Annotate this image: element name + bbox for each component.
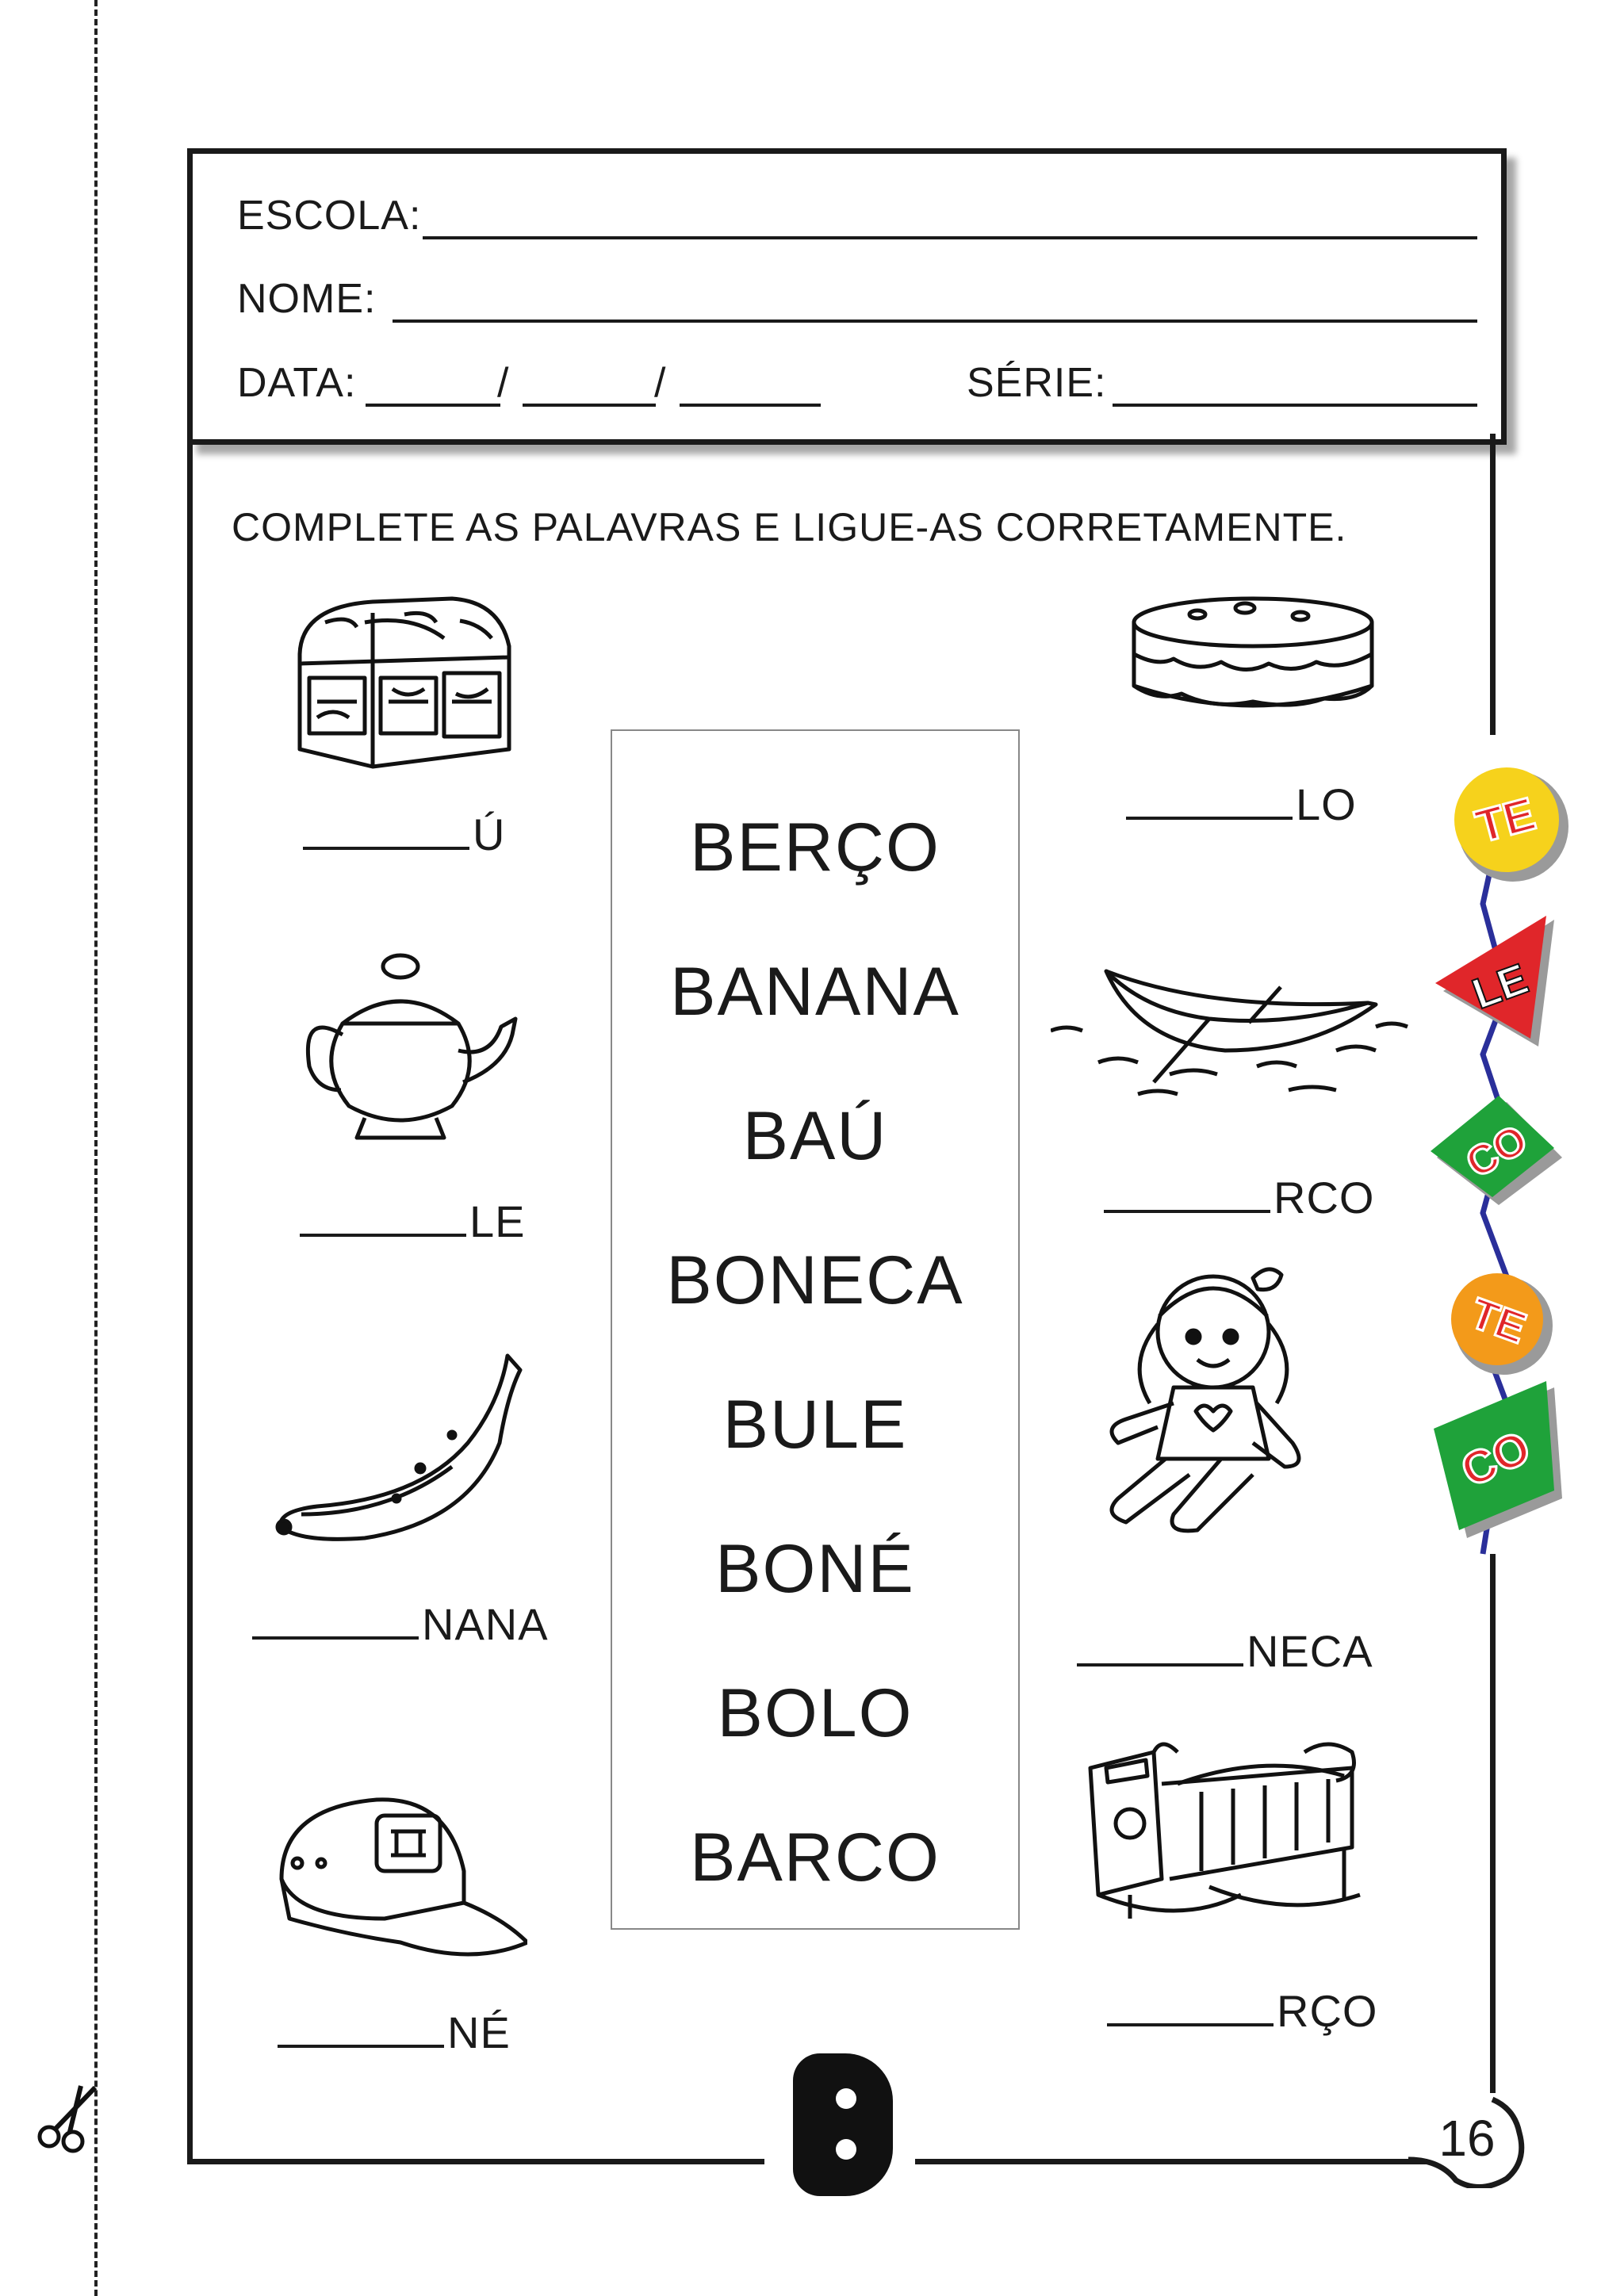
syllable-tag-label: CO [1458, 1115, 1535, 1188]
date-separator-2: / [654, 360, 666, 406]
answer-suffix: NECA [1247, 1626, 1373, 1676]
answer-blank[interactable] [1104, 1169, 1270, 1213]
answer-suffix: Ú [473, 809, 506, 859]
syllable-tag-label: CO [1454, 1421, 1538, 1498]
data-label: DATA: [237, 360, 357, 406]
word-bank-item[interactable]: BULE [722, 1387, 908, 1463]
syllable-tag [1434, 1381, 1562, 1538]
answer-line-cap[interactable] [278, 2003, 511, 2058]
nome-label: NOME: [237, 276, 377, 322]
serie-field[interactable] [1113, 404, 1477, 407]
frame-left-border [187, 434, 193, 2164]
teapot-picture[interactable] [293, 947, 531, 1146]
syllable-tag-label: TE [1464, 1289, 1533, 1353]
answer-line-chest[interactable] [303, 806, 505, 860]
answer-blank[interactable] [303, 806, 469, 850]
answer-line-cake[interactable] [1126, 775, 1357, 830]
answer-line-doll[interactable] [1077, 1622, 1373, 1677]
syllable-tag [1454, 767, 1568, 882]
answer-suffix: NÉ [447, 2007, 511, 2057]
answer-blank[interactable] [300, 1192, 466, 1237]
syllable-tag-strip [1419, 737, 1578, 1570]
frame-bottom-border [187, 2159, 764, 2164]
boat-picture[interactable] [1051, 955, 1415, 1106]
header-box [187, 148, 1507, 445]
date-separator-1: / [497, 360, 509, 406]
serie-label: SÉRIE: [967, 360, 1107, 406]
syllable-tag [1431, 1096, 1562, 1205]
answer-line-boat[interactable] [1104, 1169, 1374, 1223]
word-bank [611, 729, 1020, 1930]
word-bank-item[interactable]: BONECA [666, 1242, 964, 1318]
answer-blank[interactable] [1126, 775, 1293, 820]
cut-line [94, 0, 98, 2296]
word-bank-item[interactable]: BARCO [690, 1820, 940, 1896]
date-year-field[interactable] [680, 404, 821, 407]
word-bank-item[interactable]: BOLO [717, 1675, 914, 1751]
answer-line-cradle[interactable] [1107, 1982, 1377, 2037]
scissors-icon [32, 2081, 103, 2156]
answer-suffix: RÇO [1277, 1986, 1378, 2036]
answer-blank[interactable] [278, 2003, 444, 2048]
banana-picture[interactable] [270, 1348, 523, 1554]
syllable-tag [1451, 1273, 1553, 1375]
date-month-field[interactable] [523, 404, 656, 407]
answer-suffix: RCO [1274, 1173, 1375, 1223]
answer-blank[interactable] [252, 1595, 419, 1640]
syllable-tag-label: TE [1470, 787, 1541, 853]
answer-line-teapot[interactable] [300, 1192, 526, 1247]
answer-line-banana[interactable] [252, 1595, 549, 1650]
cradle-picture[interactable] [1082, 1736, 1384, 1931]
syllable-tag-label: LE [1466, 955, 1534, 1019]
answer-blank[interactable] [1077, 1622, 1243, 1667]
frame-bottom-border [915, 2159, 1427, 2164]
escola-field[interactable] [423, 236, 1477, 239]
frame-right-border [1490, 434, 1496, 735]
doll-picture[interactable] [1094, 1261, 1324, 1546]
answer-blank[interactable] [1107, 1982, 1274, 2026]
escola-label: ESCOLA: [237, 193, 422, 239]
cake-picture[interactable] [1126, 591, 1380, 725]
word-bank-item[interactable]: BAÚ [742, 1098, 888, 1174]
answer-suffix: NANA [422, 1599, 549, 1649]
word-bank-item[interactable]: BANANA [670, 954, 960, 1030]
answer-suffix: LO [1296, 779, 1357, 829]
cap-picture[interactable] [266, 1784, 527, 1966]
page-number: 16 [1438, 2110, 1496, 2167]
frame-right-border [1490, 1554, 1496, 2093]
letter-b-badge [793, 2053, 893, 2196]
word-bank-item[interactable]: BONÉ [715, 1531, 915, 1607]
answer-suffix: LE [469, 1196, 526, 1246]
word-bank-item[interactable]: BERÇO [690, 809, 940, 886]
instruction-text: COMPLETE AS PALAVRAS E LIGUE-AS CORRETAMENTE. [232, 505, 1347, 549]
date-day-field[interactable] [366, 404, 500, 407]
nome-field[interactable] [393, 320, 1477, 323]
treasure-chest-picture[interactable] [285, 591, 523, 781]
